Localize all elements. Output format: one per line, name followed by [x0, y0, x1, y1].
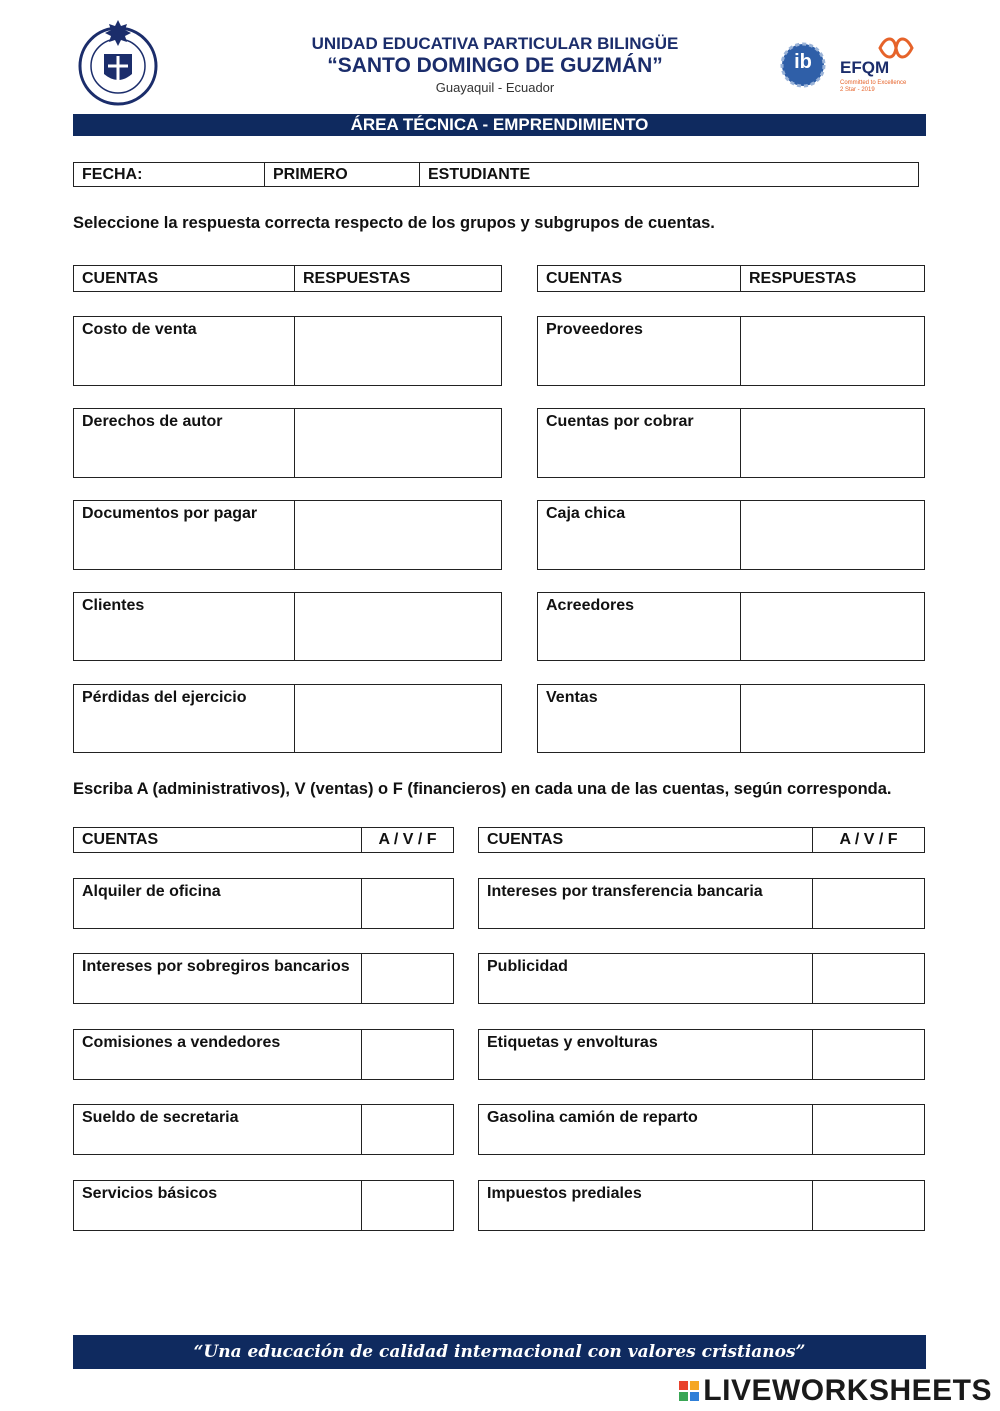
account-name: Acreedores — [546, 597, 635, 614]
ib-logo — [780, 42, 826, 88]
account-name: Derechos de autor — [82, 413, 223, 430]
expense-name: Etiquetas y envolturas — [487, 1034, 658, 1051]
answer-dropzone[interactable] — [294, 501, 501, 569]
account-row — [73, 316, 502, 386]
account-row — [537, 408, 925, 478]
expense-name: Alquiler de oficina — [82, 883, 221, 900]
col-respuestas: RESPUESTAS — [740, 266, 924, 291]
section1-instruction: Seleccione la respuesta correcta respecto de los grupos y subgrupos de cuentas. — [73, 214, 715, 232]
expense-row — [73, 878, 454, 929]
col-avf: A / V / F — [361, 828, 453, 852]
expense-row — [478, 878, 925, 929]
efqm-label: EFQM — [840, 58, 890, 77]
school-location: Guayaquil - Ecuador — [435, 80, 555, 95]
account-name: Caja chica — [546, 505, 626, 522]
answer-dropzone[interactable] — [294, 593, 501, 660]
expense-name: Servicios básicos — [82, 1185, 218, 1202]
expense-row — [478, 1029, 925, 1080]
expense-row — [478, 1104, 925, 1155]
answer-dropzone[interactable] — [294, 317, 501, 385]
efqm-sub1: Committed to Excellence — [840, 80, 907, 86]
expense-row — [73, 953, 454, 1004]
expense-row — [478, 1180, 925, 1231]
account-name: Documentos por pagar — [82, 505, 258, 522]
school-name-line2: “SANTO DOMINGO DE GUZMÁN” — [327, 54, 663, 77]
school-name-line1: UNIDAD EDUCATIVA PARTICULAR BILINGÜE — [311, 34, 679, 53]
account-name: Ventas — [546, 689, 598, 706]
answer-dropzone[interactable] — [740, 501, 924, 569]
avf-input[interactable] — [361, 1105, 453, 1154]
footer-motto: “Una educación de calidad internacional con valores cristianos” — [73, 1335, 926, 1369]
expense-row — [73, 1104, 454, 1155]
expense-row — [73, 1029, 454, 1080]
avf-input[interactable] — [812, 879, 924, 928]
col-cuentas: CUENTAS — [82, 269, 159, 287]
expense-name: Sueldo de secretaria — [82, 1109, 239, 1126]
avf-input[interactable] — [812, 954, 924, 1003]
area-title-band: ÁREA TÉCNICA - EMPRENDIMIENTO — [73, 114, 926, 136]
section1-right-header — [537, 265, 925, 292]
account-row — [73, 500, 502, 570]
answer-dropzone[interactable] — [740, 317, 924, 385]
section2-left-header — [73, 827, 454, 853]
expense-name: Intereses por transferencia bancaria — [487, 883, 763, 900]
student-field[interactable]: ESTUDIANTE — [419, 163, 918, 186]
efqm-sub2: 2 Star - 2019 — [840, 87, 875, 93]
avf-input[interactable] — [812, 1030, 924, 1079]
account-row — [537, 316, 925, 386]
col-avf: A / V / F — [812, 828, 924, 852]
col-respuestas: RESPUESTAS — [294, 266, 501, 291]
account-name: Cuentas por cobrar — [546, 413, 694, 430]
account-name: Clientes — [82, 597, 145, 614]
account-row — [537, 500, 925, 570]
section2-right-header — [478, 827, 925, 853]
expense-name: Publicidad — [487, 958, 568, 975]
avf-input[interactable] — [812, 1181, 924, 1230]
expense-row — [478, 953, 925, 1004]
avf-input[interactable] — [812, 1105, 924, 1154]
liveworksheets-icon — [679, 1381, 699, 1401]
avf-input[interactable] — [361, 879, 453, 928]
answer-dropzone[interactable] — [294, 409, 501, 477]
answer-dropzone[interactable] — [740, 593, 924, 660]
col-cuentas: CUENTAS — [546, 269, 623, 287]
account-name: Proveedores — [546, 321, 643, 338]
section2-instruction: Escriba A (administrativos), V (ventas) o F (financieros) en cada una de las cuentas, según corresponda. — [73, 780, 892, 798]
course-label: PRIMERO — [264, 163, 419, 186]
ib-label: ib — [794, 51, 812, 73]
fecha-field[interactable]: FECHA: — [82, 165, 143, 183]
account-row — [537, 684, 925, 753]
avf-input[interactable] — [361, 954, 453, 1003]
col-cuentas: CUENTAS — [82, 831, 159, 848]
account-row — [73, 592, 502, 661]
avf-input[interactable] — [361, 1030, 453, 1079]
student-info-row — [73, 162, 919, 187]
expense-name: Gasolina camión de reparto — [487, 1109, 698, 1126]
liveworksheets-watermark[interactable] — [679, 1374, 992, 1408]
section1-left-header — [73, 265, 502, 292]
expense-row — [73, 1180, 454, 1231]
account-row — [537, 592, 925, 661]
efqm-logo — [838, 34, 922, 98]
answer-dropzone[interactable] — [294, 685, 501, 752]
account-name: Pérdidas del ejercicio — [82, 689, 247, 706]
expense-name: Intereses por sobregiros bancarios — [82, 958, 350, 975]
expense-name: Impuestos prediales — [487, 1185, 642, 1202]
account-row — [73, 684, 502, 753]
answer-dropzone[interactable] — [740, 409, 924, 477]
answer-dropzone[interactable] — [740, 685, 924, 752]
expense-name: Comisiones a vendedores — [82, 1034, 281, 1051]
liveworksheets-text: LIVEWORKSHEETS — [703, 1374, 992, 1407]
avf-input[interactable] — [361, 1181, 453, 1230]
account-name: Costo de venta — [82, 321, 197, 338]
col-cuentas: CUENTAS — [487, 831, 564, 848]
account-row — [73, 408, 502, 478]
